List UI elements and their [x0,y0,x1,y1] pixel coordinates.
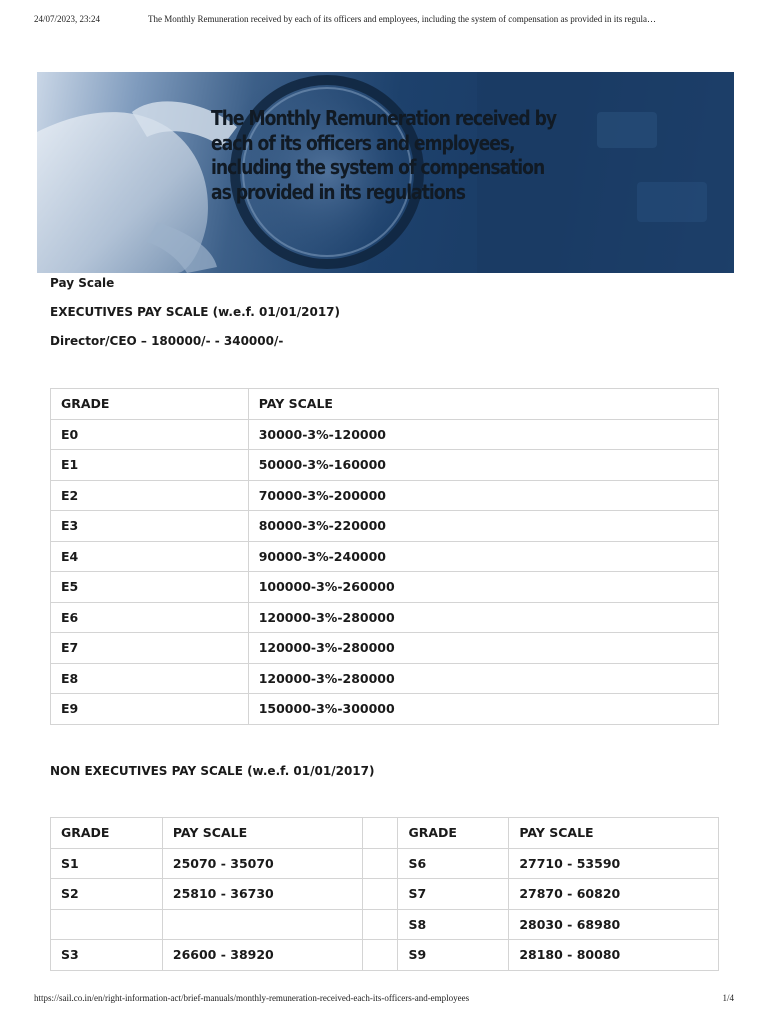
executives-pay-table [50,388,719,725]
grade-cell [51,909,163,940]
pay-scale-cell: 80000-3%-220000 [248,511,718,542]
grade-cell: S7 [398,879,509,910]
table-row [51,633,719,664]
column-header-grade: GRADE [398,818,509,849]
grade-cell: E0 [51,419,249,450]
pay-scale-cell: 100000-3%-260000 [248,572,718,603]
pay-scale-cell: 26600 - 38920 [162,940,362,971]
column-header-spacer [362,818,398,849]
grade-cell: E9 [51,694,249,725]
grade-cell: S2 [51,879,163,910]
table-header-row [51,818,719,849]
grade-cell: E7 [51,633,249,664]
non-executives-pay-table [50,817,719,971]
pay-scale-cell: 25810 - 36730 [162,879,362,910]
table-row [51,450,719,481]
pay-scale-cell: 27870 - 60820 [509,879,719,910]
column-header-pay-scale: PAY SCALE [509,818,719,849]
table-row [51,572,719,603]
grade-cell: E3 [51,511,249,542]
column-header-pay-scale: PAY SCALE [162,818,362,849]
spacer-cell [362,909,398,940]
print-page-title: The Monthly Remuneration received by each of its officers and employees, including the system of compensation as provided in its regula… [148,14,656,24]
grade-cell: S3 [51,940,163,971]
grade-cell: E5 [51,572,249,603]
pay-scale-cell [162,909,362,940]
table-row [51,419,719,450]
print-datetime: 24/07/2023, 23:24 [34,14,101,24]
pay-scale-cell: 28030 - 68980 [509,909,719,940]
table-row [51,480,719,511]
pay-scale-cell: 120000-3%-280000 [248,633,718,664]
spacer-cell [362,879,398,910]
print-header [34,14,734,34]
column-header-grade: GRADE [51,389,249,420]
table-row [51,541,719,572]
grade-cell: S9 [398,940,509,971]
table-row [51,848,719,879]
table-row [51,602,719,633]
section-label-pay-scale: Pay Scale [50,276,115,290]
pay-scale-cell: 90000-3%-240000 [248,541,718,572]
non-executives-heading: NON EXECUTIVES PAY SCALE (w.e.f. 01/01/2017) [50,764,375,778]
grade-cell: E1 [51,450,249,481]
hero-banner [37,72,734,273]
grade-cell: S1 [51,848,163,879]
table-row [51,663,719,694]
pay-scale-cell: 120000-3%-280000 [248,602,718,633]
grade-cell: E6 [51,602,249,633]
pay-scale-cell: 150000-3%-300000 [248,694,718,725]
grade-cell: E2 [51,480,249,511]
pay-scale-cell: 25070 - 35070 [162,848,362,879]
table-row [51,940,719,971]
page-number: 1/4 [722,993,734,1003]
director-pay-line: Director/CEO – 180000/- - 340000/- [50,334,284,348]
pay-scale-cell: 30000-3%-120000 [248,419,718,450]
spacer-cell [362,848,398,879]
table-row [51,879,719,910]
pay-scale-cell: 27710 - 53590 [509,848,719,879]
pay-scale-cell: 28180 - 80080 [509,940,719,971]
table-row [51,511,719,542]
executives-heading: EXECUTIVES PAY SCALE (w.e.f. 01/01/2017) [50,305,341,319]
table-row [51,694,719,725]
pay-scale-cell: 120000-3%-280000 [248,663,718,694]
spacer-cell [362,940,398,971]
grade-cell: S8 [398,909,509,940]
column-header-pay-scale: PAY SCALE [248,389,718,420]
grade-cell: E8 [51,663,249,694]
grade-cell: S6 [398,848,509,879]
print-url: https://sail.co.in/en/right-information-act/brief-manuals/monthly-remuneration-received-each-its-officers-and-employees [34,993,470,1003]
grade-cell: E4 [51,541,249,572]
print-footer [34,993,734,1009]
pay-scale-cell: 50000-3%-160000 [248,450,718,481]
pay-scale-cell: 70000-3%-200000 [248,480,718,511]
column-header-grade: GRADE [51,818,163,849]
table-row [51,909,719,940]
banner-title: The Monthly Remuneration received by each of its officers and employees, including the system of compensation as provided in its regulations [211,106,557,204]
table-header-row [51,389,719,420]
